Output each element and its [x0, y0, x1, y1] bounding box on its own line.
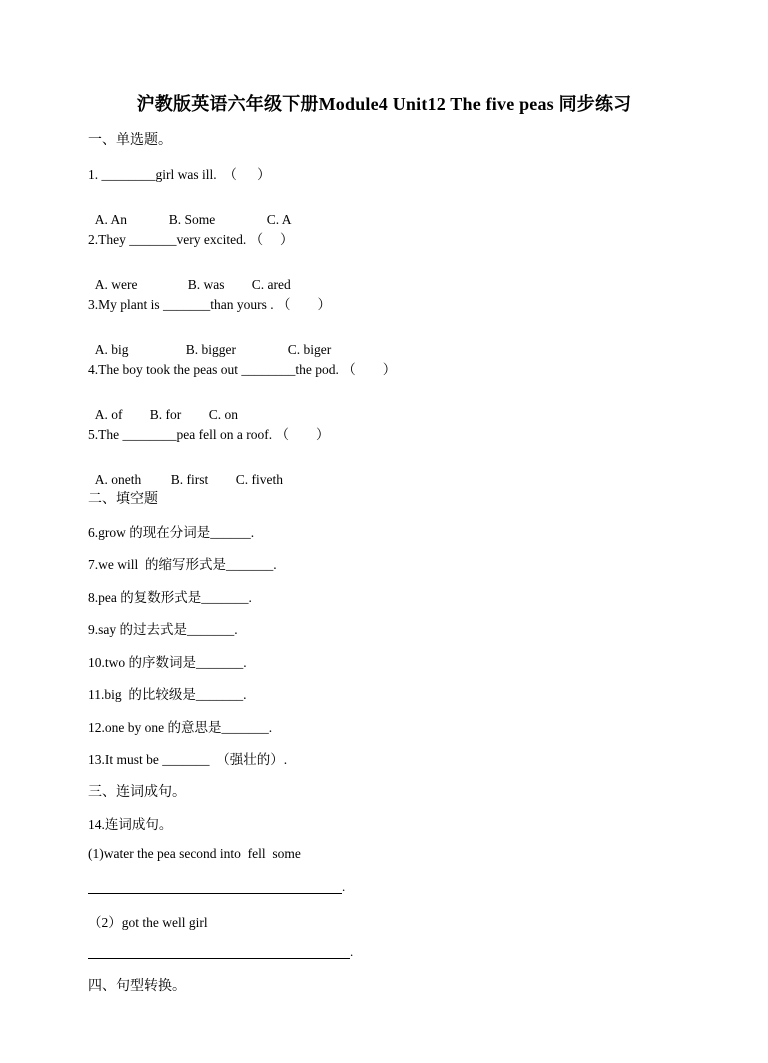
option-3b: B. bigger: [185, 342, 236, 357]
question-2: 2.They _______very excited. （ ）: [88, 232, 294, 247]
fill-question-9: 9.say 的过去式是_______.: [88, 622, 238, 637]
fill-question-11: 11.big 的比较级是_______.: [88, 687, 247, 702]
section-heading-sentence-transform: 四、句型转换。: [88, 979, 186, 994]
option-4c: C. on: [208, 407, 239, 422]
options-2: [88, 261, 291, 293]
option-4b: B. for: [149, 407, 182, 422]
fill-question-13: 13.It must be _______ （强壮的）.: [88, 752, 288, 767]
options-1: [88, 196, 292, 228]
section-heading-word-order: 三、连词成句。: [88, 785, 186, 800]
option-5c: C. fiveth: [235, 472, 283, 487]
options-5: [88, 456, 283, 488]
option-2a: A. were: [94, 277, 138, 292]
worksheet-title: 沪教版英语六年级下册Module4 Unit12 The five peas 同步练习: [136, 94, 632, 114]
question-4: 4.The boy took the peas out ________the pod. （ ）: [88, 362, 397, 377]
word-order-heading: 14.连词成句。: [88, 817, 173, 832]
option-3a: A. big: [94, 342, 129, 357]
word-order-item-1: (1)water the pea second into fell some: [88, 846, 301, 861]
fill-question-6: 6.grow 的现在分词是______.: [88, 525, 255, 540]
question-1: 1. ________girl was ill. （ ）: [88, 167, 271, 182]
answer-line-1: [88, 893, 342, 894]
fill-question-12: 12.one by one 的意思是_______.: [88, 720, 273, 735]
option-1a: A. An: [94, 212, 128, 227]
option-5b: B. first: [170, 472, 209, 487]
option-2c: C. ared: [251, 277, 291, 292]
answer-line-2: [88, 958, 350, 959]
question-5: 5.The ________pea fell on a roof. （ ）: [88, 427, 330, 442]
option-1c: C. A: [266, 212, 292, 227]
section-heading-single-choice: 一、单选题。: [88, 133, 172, 148]
fill-question-7: 7.we will 的缩写形式是_______.: [88, 557, 277, 572]
section-heading-fill-blank: 二、填空题: [88, 492, 158, 507]
options-4: [88, 391, 238, 423]
option-3c: C. biger: [287, 342, 332, 357]
answer-period-2: .: [350, 944, 354, 959]
option-1b: B. Some: [168, 212, 216, 227]
option-4a: A. of: [94, 407, 123, 422]
fill-question-8: 8.pea 的复数形式是_______.: [88, 590, 252, 605]
word-order-item-2: （2）got the well girl: [88, 915, 208, 930]
question-3: 3.My plant is _______than yours . （ ）: [88, 297, 331, 312]
fill-question-10: 10.two 的序数词是_______.: [88, 655, 247, 670]
options-3: [88, 326, 331, 358]
answer-period-1: .: [342, 879, 346, 894]
option-2b: B. was: [187, 277, 225, 292]
option-5a: A. oneth: [94, 472, 142, 487]
